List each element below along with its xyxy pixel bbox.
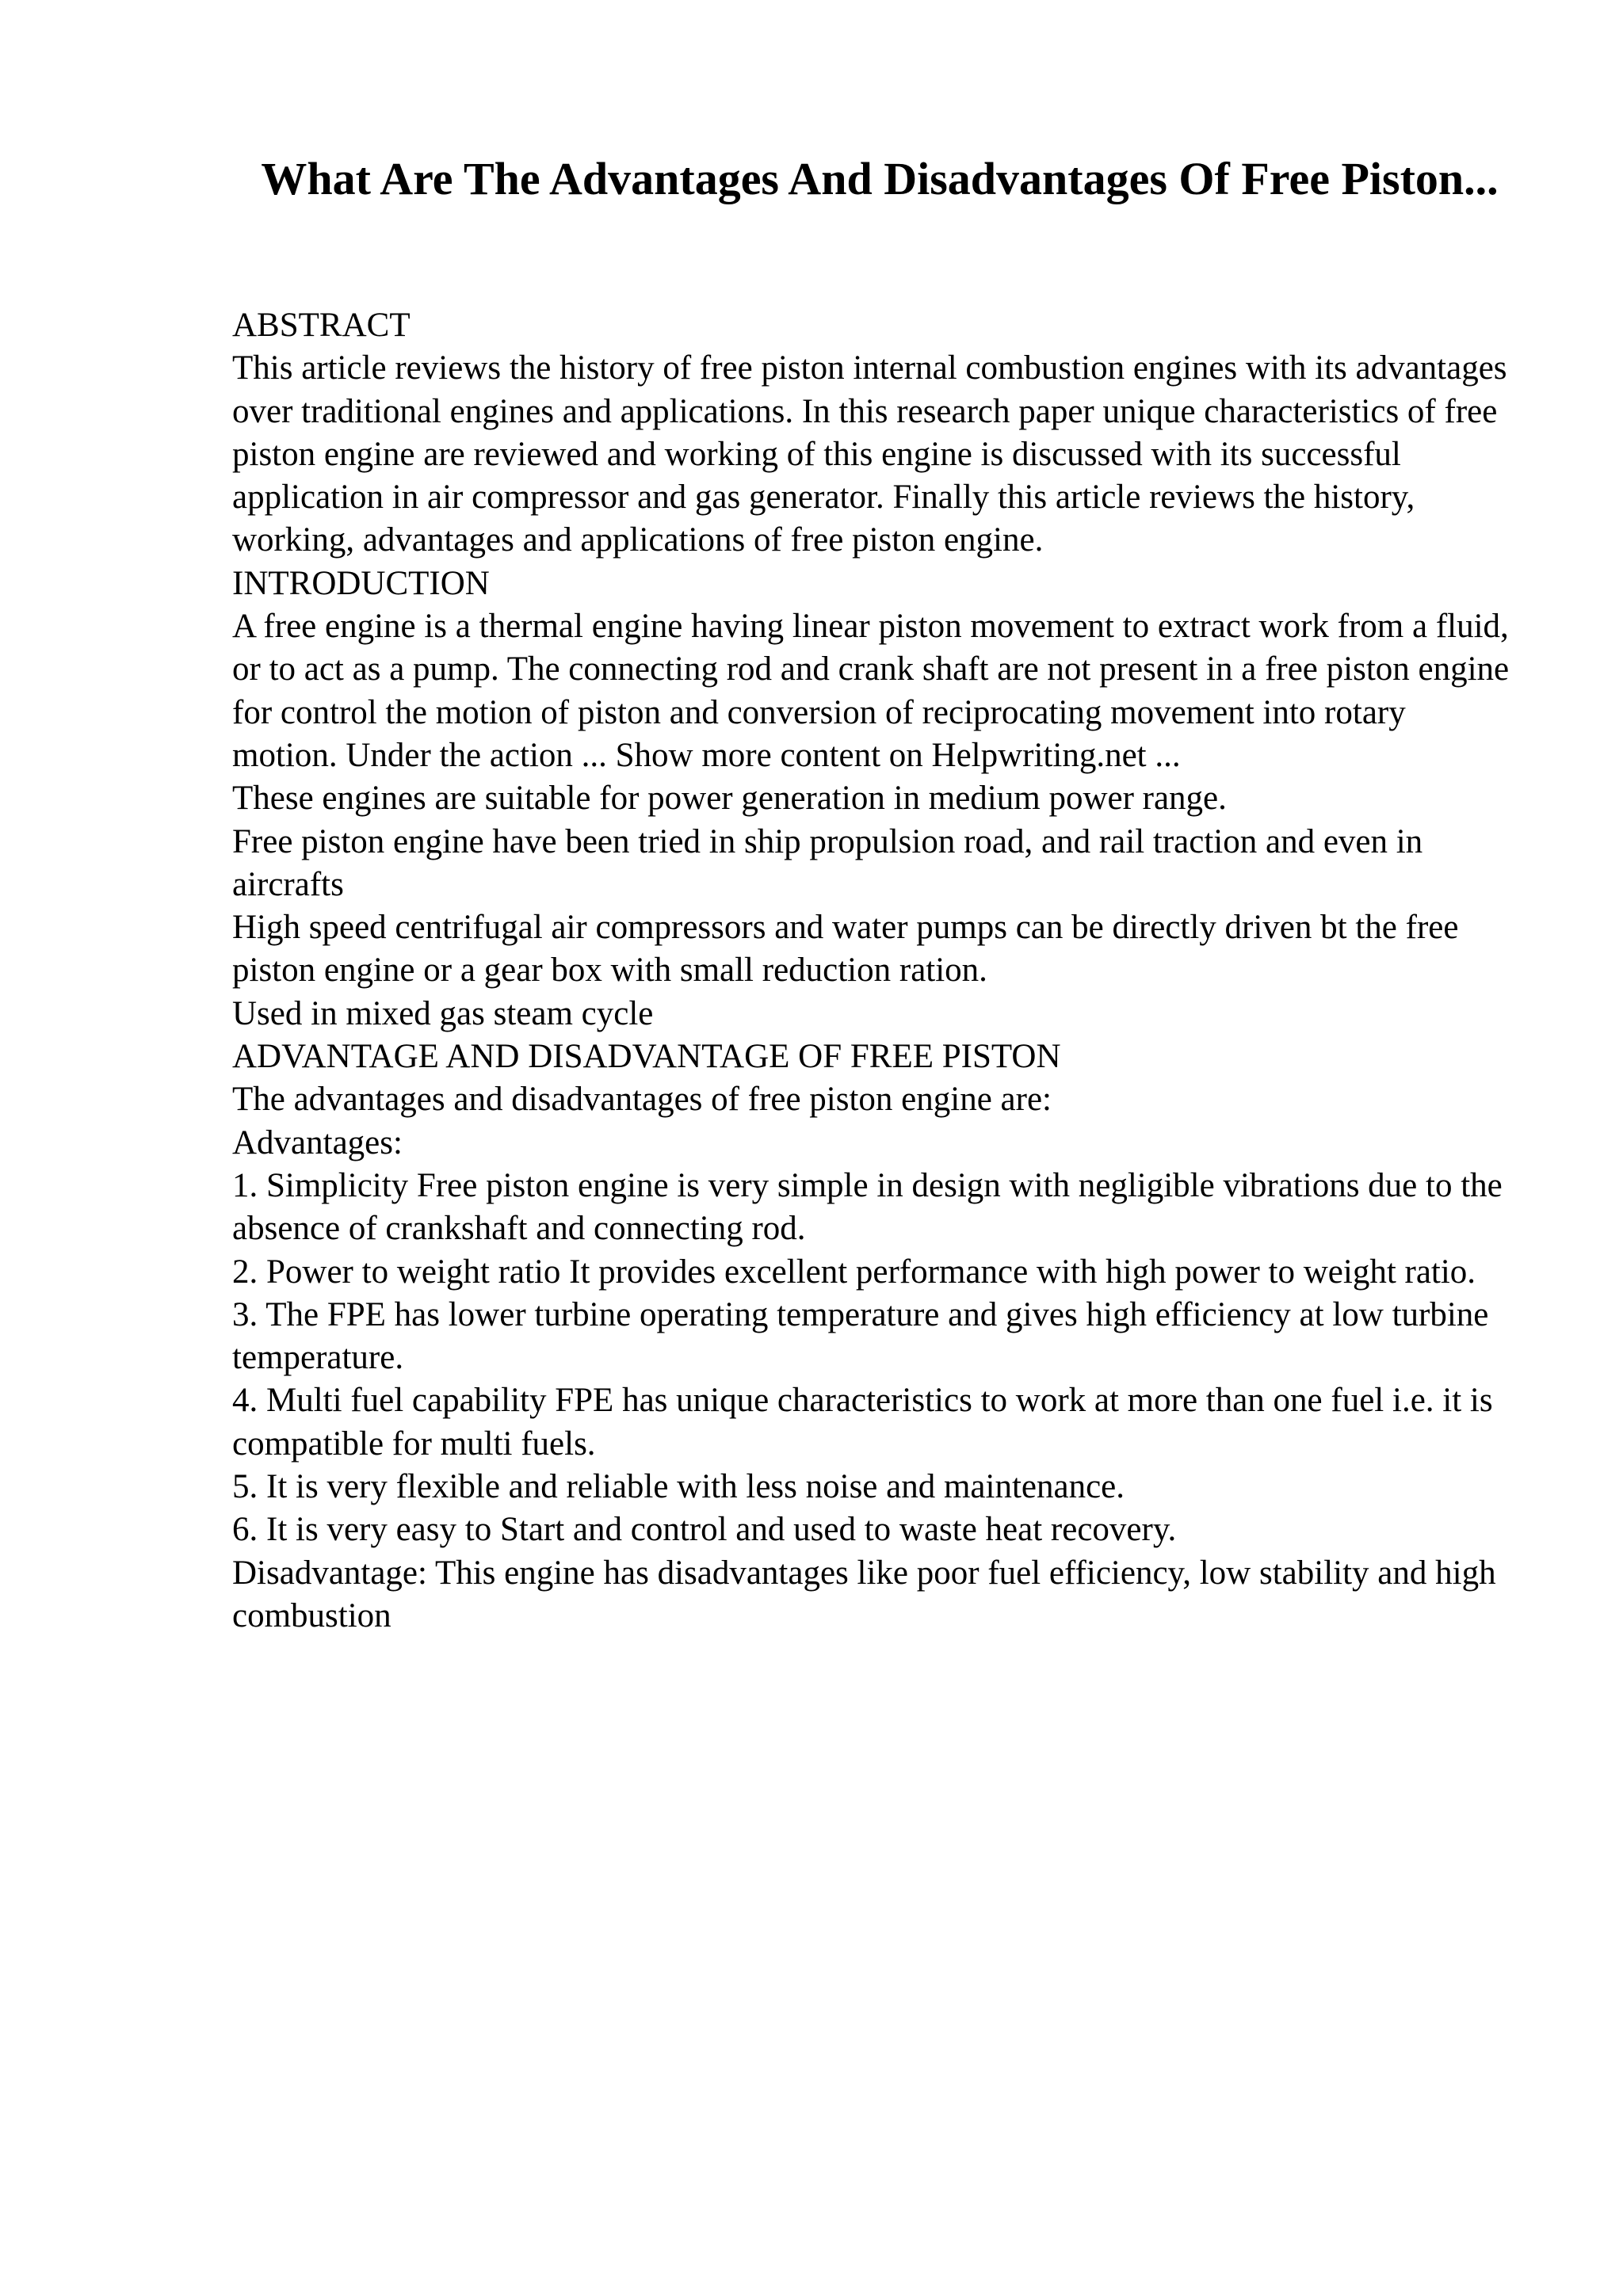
abstract-paragraph: This article reviews the history of free piston internal combustion engines with its advantages over traditional engines and applications. In this research paper unique characteristics of free piston engine are reviewed and working of this engine is discussed with its successful application in air compressor and gas generator. Finally this article reviews the history, working, advantages and applications of free piston engine. [232,349,1507,559]
disadvantage-paragraph: Disadvantage: This engine has disadvantages like poor fuel efficiency, low stability and high combustion [232,1554,1496,1634]
advantage-item: 6. It is very easy to Start and control and used to waste heat recovery. [232,1511,1177,1549]
advantage-item: 4. Multi fuel capability FPE has unique characteristics to work at more than one fuel i.e. it is compatible for multi fuels. [232,1382,1493,1463]
advantages-label: Advantages: [232,1123,403,1161]
abstract-heading: ABSTRACT [232,307,411,344]
advantage-item: 2. Power to weight ratio It provides excellent performance with high power to weight ratio. [232,1253,1476,1291]
advantage-item: 5. It is very flexible and reliable with less noise and maintenance. [232,1468,1125,1506]
body-paragraph: High speed centrifugal air compressors and water pumps can be directly driven bt the free piston engine or a gear box with small reduction ration. [232,909,1459,990]
body-paragraph: These engines are suitable for power generation in medium power range. [232,780,1227,818]
body-paragraph: Free piston engine have been tried in ship propulsion road, and rail traction and even in aircrafts [232,822,1423,903]
introduction-heading: INTRODUCTION [232,564,490,602]
advantage-item: 1. Simplicity Free piston engine is very simple in design with negligible vibrations due to the absence of crankshaft and connecting rod. [232,1166,1503,1248]
advantage-section-heading: ADVANTAGE AND DISADVANTAGE OF FREE PISTON [232,1038,1061,1076]
document-title: What Are The Advantages And Disadvantages Of Free Piston... [261,153,1499,204]
document-body [232,304,1516,1638]
body-paragraph: The advantages and disadvantages of free piston engine are: [232,1081,1052,1119]
introduction-paragraph: A free engine is a thermal engine having linear piston movement to extract work from a fluid, or to act as a pump. The connecting rod and crank shaft are not present in a free piston engine for control the motion of piston and conversion of reciprocating movement into rotary motion. Under the action ... Show more content on Helpwriting.net ... [232,608,1510,774]
advantage-item: 3. The FPE has lower turbine operating temperature and gives high efficiency at low turbine temperature. [232,1295,1489,1377]
body-paragraph: Used in mixed gas steam cycle [232,994,654,1032]
